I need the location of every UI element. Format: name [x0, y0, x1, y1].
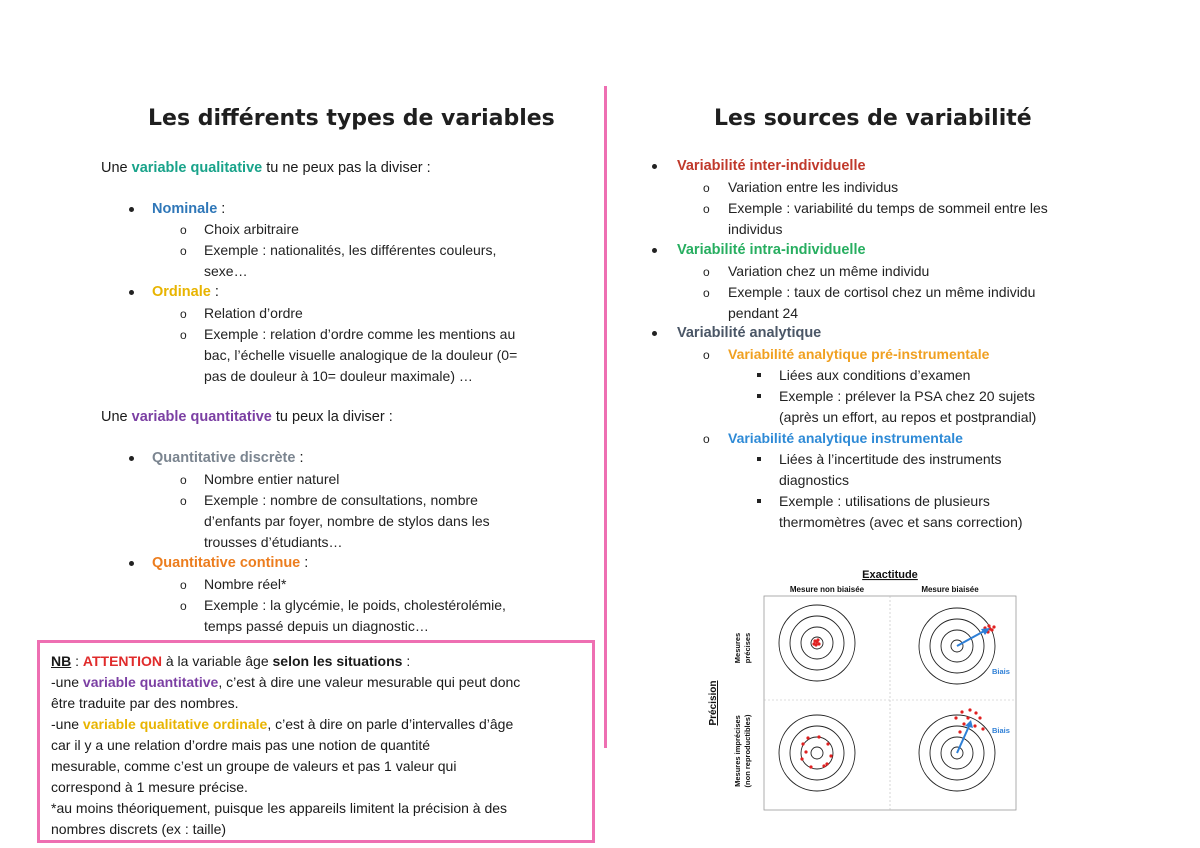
square-bullet	[757, 457, 761, 461]
term-variable-qualitative: variable qualitative	[131, 160, 263, 176]
exactitude-label: Exactitude	[862, 569, 918, 581]
pre-instrumentale-heading: Variabilité analytique pré-instrumentale	[728, 346, 990, 362]
intra-item: pendant 24	[728, 305, 799, 321]
sub-bullet: o	[180, 578, 187, 592]
continue-item: Exemple : la glycémie, le poids, cholestérolémie,	[204, 597, 506, 613]
bullet-ordinale	[129, 290, 134, 295]
intra-item: Exemple : taux de cortisol chez un même individu	[728, 284, 1036, 300]
ordinale-item: Relation d’ordre	[204, 305, 303, 321]
target-bottom-left	[779, 715, 855, 791]
nb-line: nombres discrets (ex : taille)	[51, 821, 227, 837]
bias-arrow-top	[957, 630, 986, 646]
pre-item: Liées aux conditions d’examen	[779, 367, 971, 383]
bullet-continue	[129, 561, 134, 566]
nominale-item: Exemple : nationalités, les différentes couleurs,	[204, 242, 497, 258]
square-bullet	[757, 394, 761, 398]
right-title: Les sources de variabilité	[714, 106, 1032, 131]
discrete-item: Exemple : nombre de consultations, nombre	[204, 492, 478, 508]
bullet-intra	[652, 248, 657, 253]
continue-heading: Quantitative continue :	[152, 555, 309, 571]
inter-item: Variation entre les individus	[728, 179, 899, 195]
row-label-precises-1: Mesures	[733, 632, 742, 664]
sub-bullet: o	[180, 307, 187, 321]
row-label-imprecises-2: (non reproductibles)	[743, 714, 752, 788]
exactitude-precision-diagram	[700, 566, 1030, 816]
nb-line: être traduite par des nombres.	[51, 695, 239, 711]
sub-bullet: o	[703, 202, 710, 216]
qualitative-intro: Une variable qualitative tu ne peux pas la diviser :	[101, 160, 431, 176]
nb-line: NB : ATTENTION à la variable âge selon les situations :	[51, 653, 411, 669]
pre-item: Exemple : prélever la PSA chez 20 sujets	[779, 388, 1036, 404]
dots-precise-unbiased	[812, 638, 820, 646]
sub-bullet: o	[703, 348, 710, 362]
bullet-inter	[652, 164, 657, 169]
nominale-item: Choix arbitraire	[204, 221, 299, 237]
row-label-precises-2: précises	[743, 632, 752, 664]
nb-box	[37, 640, 595, 843]
instr-item: Exemple : utilisations de plusieurs	[779, 493, 990, 509]
sub-bullet: o	[703, 286, 710, 300]
instr-item: diagnostics	[779, 472, 850, 488]
column-divider	[604, 86, 607, 748]
bias-arrowhead-bottom	[965, 720, 973, 728]
sub-bullet: o	[180, 328, 187, 342]
instr-item: Liées à l’incertitude des instruments	[779, 451, 1002, 467]
pre-item: (après un effort, au repos et postprandial)	[779, 409, 1037, 425]
nb-line: correspond à 1 mesure précise.	[51, 779, 248, 795]
sub-bullet: o	[180, 494, 187, 508]
nb-line: mesurable, comme c’est un groupe de valeurs et pas 1 valeur qui	[51, 758, 457, 774]
sub-bullet: o	[180, 223, 187, 237]
bullet-discrete	[129, 456, 134, 461]
bullet-nominale	[129, 207, 134, 212]
inter-item: individus	[728, 221, 783, 237]
sub-bullet: o	[703, 265, 710, 279]
quantitative-intro: Une variable quantitative tu peux la diviser :	[101, 409, 393, 425]
sub-bullet: o	[703, 432, 710, 446]
ordinale-item: bac, l’échelle visuelle analogique de la douleur (0=	[204, 347, 518, 363]
nb-line: *au moins théoriquement, puisque les appareils limitent la précision à des	[51, 800, 508, 816]
discrete-item: trousses d’étudiants…	[204, 534, 343, 550]
term-variable-quantitative: variable quantitative	[131, 409, 272, 425]
ordinale-item: Exemple : relation d’ordre comme les mentions au	[204, 326, 516, 342]
ordinale-item: pas de douleur à 10= douleur maximale) …	[204, 368, 473, 384]
left-title: Les différents types de variables	[148, 106, 555, 131]
instr-item: thermomètres (avec et sans correction)	[779, 514, 1023, 530]
sub-bullet: o	[180, 244, 187, 258]
sub-bullet: o	[180, 599, 187, 613]
instrumentale-heading: Variabilité analytique instrumentale	[728, 430, 963, 446]
square-bullet	[757, 499, 761, 503]
nb-line: -une variable qualitative ordinale, c’est à dire on parle d’intervalles d’âge	[51, 716, 514, 732]
sub-bullet: o	[703, 181, 710, 195]
dots-imprecise-biased	[954, 708, 984, 733]
row-label-imprecises-1: Mesures imprécises	[733, 715, 742, 787]
inter-heading: Variabilité inter-individuelle	[677, 158, 866, 174]
nominale-heading: Nominale :	[152, 201, 226, 217]
continue-item: Nombre réel*	[204, 576, 287, 592]
intra-item: Variation chez un même individu	[728, 263, 930, 279]
bias-arrow-bottom	[957, 724, 970, 753]
continue-item: temps passé depuis un diagnostic…	[204, 618, 429, 634]
nominale-item: sexe…	[204, 263, 248, 279]
inter-item: Exemple : variabilité du temps de sommeil entre les	[728, 200, 1048, 216]
discrete-item: d’enfants par foyer, nombre de stylos dans les	[204, 513, 490, 529]
biais-label-top: Biais	[992, 667, 1010, 676]
nb-line: car il y a une relation d’ordre mais pas une notion de quantité	[51, 737, 431, 753]
sub-bullet: o	[180, 473, 187, 487]
analytique-heading: Variabilité analytique	[677, 325, 822, 341]
biais-label-bottom: Biais	[992, 726, 1010, 735]
discrete-heading: Quantitative discrète :	[152, 450, 304, 466]
precision-label: Précision	[708, 680, 719, 726]
discrete-item: Nombre entier naturel	[204, 471, 340, 487]
col-label-biaisee: Mesure biaisée	[921, 585, 979, 594]
intra-heading: Variabilité intra-individuelle	[677, 242, 866, 258]
nb-line: -une variable quantitative, c’est à dire une valeur mesurable qui peut donc	[51, 674, 521, 690]
ordinale-heading: Ordinale :	[152, 284, 219, 300]
col-label-non-biaisee: Mesure non biaisée	[789, 585, 865, 594]
bullet-analytique	[652, 331, 657, 336]
square-bullet	[757, 373, 761, 377]
